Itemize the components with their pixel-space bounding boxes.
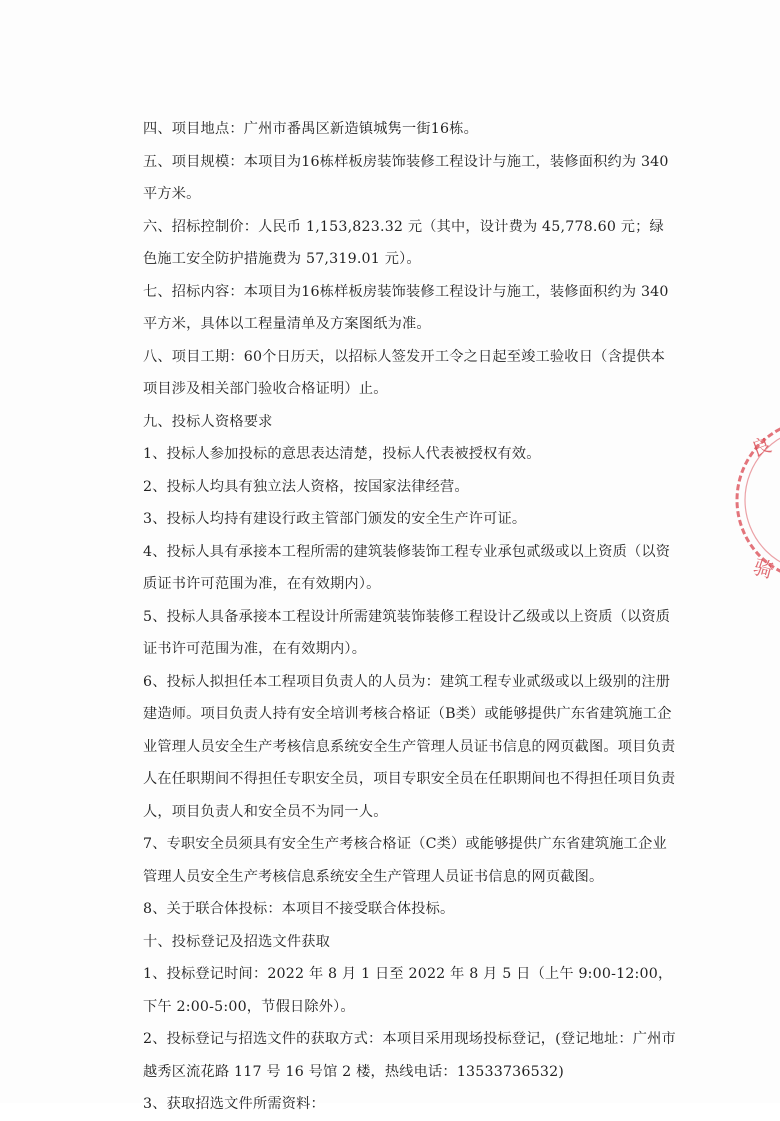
registration-item-3: 3、获取招选文件所需资料： <box>143 1096 325 1112</box>
qualification-item-1: 1、投标人参加投标的意思表达清楚，投标人代表被授权有效。 <box>143 446 541 462</box>
seal-char-2: 骑 <box>750 554 777 584</box>
paragraph-bid-content: 七、招标内容：本项目为16栋样板房装饰装修工程设计与施工，装修面积约为 340 平方米，具体以工程量清单及方案图纸为准。 <box>143 283 669 332</box>
qualification-item-4: 4、投标人具有承接本工程所需的建筑装修装饰工程专业承包贰级或以上资质（以资质证书许可范围为准，在有效期内）。 <box>143 543 671 592</box>
registration-item-1: 1、投标登记时间：2022 年 8 月 1 日至 2022 年 8 月 5 日（上午 9:00-12:00，下午 2:00-5:00，节假日除外）。 <box>143 966 673 1015</box>
paragraph-project-scale: 五、项目规模：本项目为16栋样板房装饰装修工程设计与施工，装修面积约为 340 平方米。 <box>143 153 669 202</box>
qualification-item-2: 2、投标人均具有独立法人资格，按国家法律经营。 <box>143 478 469 495</box>
qualification-item-6: 6、投标人拟担任本工程项目负责人的人员为：建筑工程专业贰级或以上级别的注册建造师。项目负责人持有安全培训考核合格证（B类）或能够提供广东省建筑施工企业管理人员安全生产考核信息系统安全生产管理人员证书信息的网页截图。项目负责人在任职期间不得担任专职安全员，项目专职安全员在任职期间也不得担任项目负责人，项目负责人和安全员不为同一人。 <box>143 673 676 820</box>
qualification-item-3: 3、投标人均持有建设行政主管部门颁发的安全生产许可证。 <box>143 511 527 527</box>
section-heading-qualifications: 九、投标人资格要求 <box>143 413 273 430</box>
document-body <box>143 113 678 1121</box>
seal-char-1: 良 <box>747 432 775 462</box>
qualification-item-8: 8、关于联合体投标：本项目不接受联合体投标。 <box>143 901 455 917</box>
section-heading-registration: 十、投标登记及招选文件获取 <box>143 933 331 950</box>
paragraph-project-location: 四、项目地点：广州市番禺区新造镇城隽一街16栋。 <box>143 121 478 137</box>
paragraph-project-duration: 八、项目工期：60个日历天，以招标人签发开工令之日起至竣工验收日（含提供本项目涉及相关部门验收合格证明）止。 <box>143 348 666 397</box>
registration-item-2: 2、投标登记与招选文件的获取方式：本项目采用现场投标登记，(登记地址：广州市越秀区流花路 117 号 16 号馆 2 楼，热线电话：13533736532) <box>143 1031 676 1080</box>
paragraph-bid-control-price: 六、招标控制价：人民币 1,153,823.32 元（其中，设计费为 45,778.60 元；绿色施工安全防护措施费为 57,319.01 元）。 <box>143 218 664 267</box>
qualification-item-5: 5、投标人具备承接本工程设计所需建筑装饰装修工程设计乙级或以上资质（以资质证书许可范围为准，在有效期内）。 <box>143 608 671 657</box>
red-seal-stamp <box>722 405 780 605</box>
qualification-item-7: 7、专职安全员须具有安全生产考核合格证（C类）或能够提供广东省建筑施工企业管理人员安全生产考核信息系统安全生产管理人员证书信息的网页截图。 <box>143 836 667 885</box>
